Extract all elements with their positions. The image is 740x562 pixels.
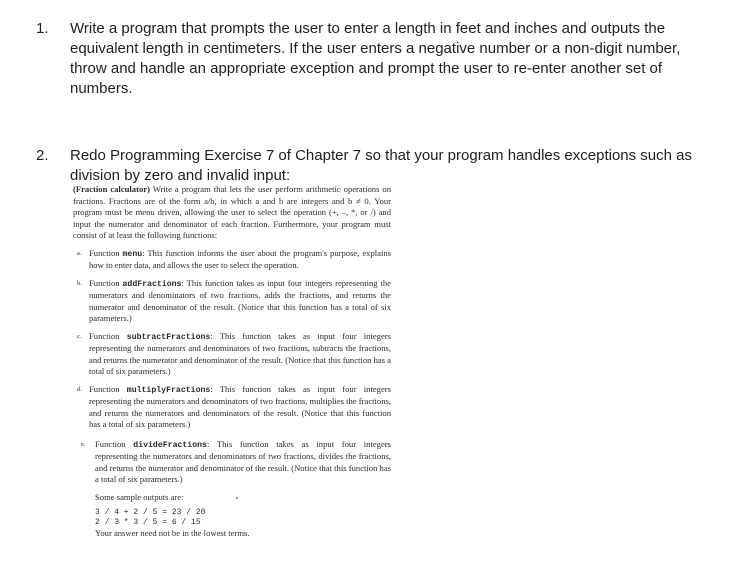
item-description: : This function takes as input four integers representing the numerators and denominators of two fractions, divides the fractions, and returns the numerator and denominator of the result. (Notice that this function has a total of six parameters.) [95, 438, 391, 484]
item-description: : This function informs the user about the program's purpose, explains how to enter data, and allows the user to select the operation. [89, 247, 391, 270]
item-description: : This function takes as input four integers representing the numerators and denominators of two fractions, subtracts the fractions, and returns the numerator and denominator of the result. (Notice that this function has a total of six parameters.) [89, 330, 391, 376]
question-2-text: Redo Programming Exercise 7 of Chapter 7 so that your program handles exceptions such as division by zero and invalid input: [70, 147, 692, 184]
function-name: addFractions [122, 279, 182, 289]
exercise-footer: Your answer need not be in the lowest terms. [95, 528, 250, 538]
scan-speck [236, 497, 238, 499]
item-marker: e. [81, 440, 86, 448]
function-name: divideFractions [133, 440, 207, 450]
item-marker: b. [77, 279, 82, 287]
function-name: menu [122, 249, 143, 259]
list-item [73, 248, 391, 272]
sample-intro: Some sample outputs are: [95, 491, 184, 502]
exercise-excerpt [73, 184, 391, 540]
item-prefix: Function [95, 438, 126, 449]
item-description: : This function takes as input four integers representing the numerators and denominators of two fractions, adds the fractions, and returns the numerator and denominator of the result. (Notice that this function has a total of six parameters.) [89, 277, 391, 323]
question-1-number: 1. [36, 20, 49, 37]
function-list [73, 248, 391, 486]
list-item [73, 384, 391, 431]
item-marker: d. [77, 385, 82, 393]
item-marker: c. [77, 332, 82, 340]
item-prefix: Function [89, 277, 120, 288]
list-item [73, 331, 391, 378]
sample-line: 3 / 4 + 2 / 5 = 23 / 20 [95, 508, 206, 517]
item-prefix: Function [89, 330, 120, 341]
question-2-number: 2. [36, 147, 49, 164]
item-description: : This function takes as input four integers representing the numerators and denominators of two fractions, multiplies the fractions, and returns the numerators and denominators of the result. (Notice that this function has a total of six parameters.) [89, 383, 391, 429]
item-marker: a. [77, 249, 82, 257]
function-name: subtractFractions [126, 332, 211, 342]
item-prefix: Function [89, 247, 120, 258]
list-item [77, 439, 391, 486]
function-name: multiplyFractions [126, 385, 211, 395]
sample-output [73, 508, 391, 528]
list-item [73, 278, 391, 325]
question-1-text: Write a program that prompts the user to enter a length in feet and inches and outputs the equivalent length in centimeters. If the user enters a negative number or a non-digit number, throw and handle an appropriate exception and prompt the user to re-enter another set of numbers. [70, 20, 681, 97]
item-prefix: Function [89, 383, 120, 394]
exercise-heading: (Fraction calculator) [73, 184, 150, 194]
exercise-intro-text: Write a program that lets the user perform arithmetic operations on fractions. Fractions are of the form a/b, in which a and b are integers and b ≠ 0. Your program must be menu driven, allowing the user to select the operation (+, –, *, or /) and input the numerator and denominator of each fraction. Furthermore, your program must consist of at least the following functions: [73, 184, 391, 240]
sample-line: 2 / 3 * 3 / 5 = 6 / 15 [95, 518, 201, 527]
exercise-intro [73, 184, 391, 242]
